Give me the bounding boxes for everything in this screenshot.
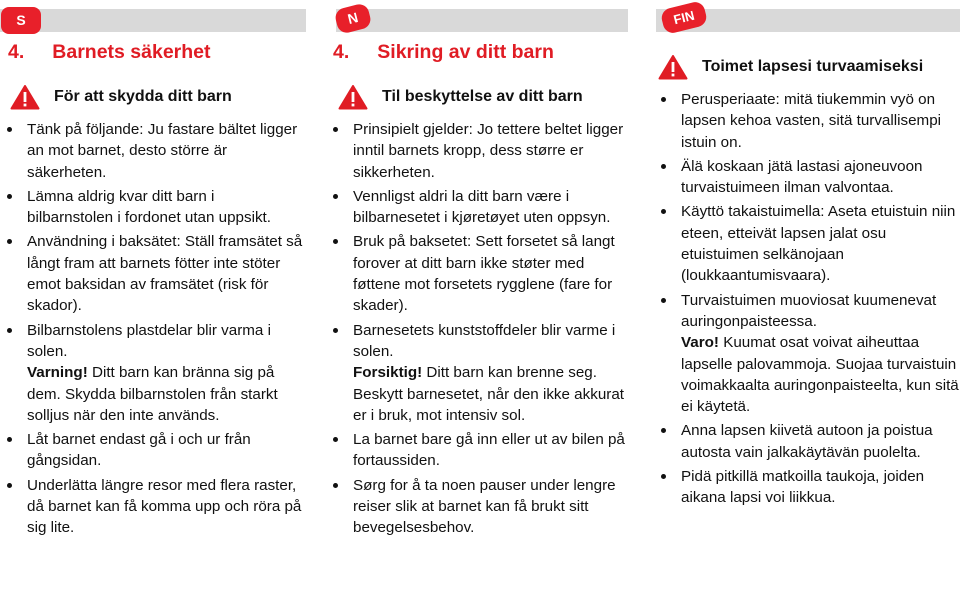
subheading	[658, 54, 923, 80]
list-item: Prinsipielt gjelder: Jo tettere beltet ligger inntil barnets kropp, dess større er sikkerheten.	[332, 119, 628, 183]
bullet-list	[6, 119, 304, 542]
list-item-text: Bilbarnstolens plastdelar blir varma i solen.	[27, 321, 271, 360]
warning-text: Ditt barn kan brenne seg. Beskytt barnesetet, når den ikke akkurat er i bruk, mot intensiv sol.	[353, 364, 624, 424]
list-item: Sørg for å ta noen pauser under lengre reiser slik at barnet kan få brukt sitt bevegelsesbehov.	[332, 475, 628, 539]
list-item: Käyttö takaistuimella: Aseta etuistuin niin eteen, etteivät lapsen jalat osu etuistuimen selkänojaan (loukkaantumisvaara).	[660, 201, 960, 286]
bullet-list	[660, 89, 960, 512]
language-bar	[0, 9, 306, 32]
section-number: 4.	[333, 41, 350, 63]
list-item: Underlätta längre resor med flera raster, då barnet kan få komma upp och röra på sig lite.	[6, 475, 304, 539]
list-item: Låt barnet endast gå i och ur från gångsidan.	[6, 429, 304, 472]
warning-label: Varo!	[681, 334, 719, 352]
language-tab: S	[1, 7, 41, 34]
warning-text: Ditt barn kan bränna sig på dem. Skydda bilbarnstolen från starkt solljus när den inte används.	[27, 364, 278, 424]
section-title	[333, 41, 554, 64]
warning-label: Varning!	[27, 364, 88, 382]
column-swedish	[0, 0, 312, 602]
warning-triangle-icon	[338, 84, 368, 110]
warning-triangle-icon	[658, 54, 688, 80]
subheading	[10, 84, 232, 110]
language-bar	[336, 9, 628, 32]
list-item	[6, 320, 304, 426]
list-item: Pidä pitkillä matkoilla taukoja, joiden aikana lapsi voi liikkua.	[660, 466, 960, 509]
bullet-list	[332, 119, 628, 542]
list-item-text: Turvaistuimen muoviosat kuumenevat auringonpaisteessa.	[681, 291, 937, 330]
column-finnish	[650, 0, 960, 602]
subheading-text: Toimet lapsesi turvaamiseksi	[702, 58, 924, 75]
warning-label: Forsiktig!	[353, 364, 423, 382]
list-item: Lämna aldrig kvar ditt barn i bilbarnstolen i fordonet utan uppsikt.	[6, 186, 304, 229]
list-item: Tänk på följande: Ju fastare bältet ligger an mot barnet, desto större är säkerheten.	[6, 119, 304, 183]
list-item: Perusperiaate: mitä tiukemmin vyö on lapsen kehoa vasten, sitä turvallisempi istuin on.	[660, 89, 960, 153]
subheading-text: Til beskyttelse av ditt barn	[382, 88, 583, 105]
list-item: Bruk på baksetet: Sett forsetet så langt forover at ditt barn ikke støter med føttene mot forsetets rygglene (fare for skader).	[332, 231, 628, 316]
subheading-text: För att skydda ditt barn	[54, 88, 232, 105]
section-number: 4.	[8, 41, 25, 63]
list-item: La barnet bare gå inn eller ut av bilen på fortaussiden.	[332, 429, 628, 472]
section-title-text: Barnets säkerhet	[52, 41, 211, 63]
list-item: Anna lapsen kiivetä autoon ja poistua autosta vain jalkakäytävän puolelta.	[660, 420, 960, 463]
section-title	[8, 41, 211, 64]
warning-triangle-icon	[10, 84, 40, 110]
language-tab: FIN	[660, 0, 709, 35]
list-item	[660, 290, 960, 418]
list-item	[332, 320, 628, 426]
column-norwegian	[330, 0, 630, 602]
language-tab: N	[333, 2, 372, 34]
list-item: Användning i baksätet: Ställ framsätet så långt fram att barnets fötter inte stöter emot baksidan av framsätet (risk för skador).	[6, 231, 304, 316]
list-item: Älä koskaan jätä lastasi ajoneuvoon turvaistuimeen ilman valvontaa.	[660, 156, 960, 199]
section-title-text: Sikring av ditt barn	[377, 41, 554, 63]
warning-text: Kuumat osat voivat aiheuttaa lapselle palovammoja. Suojaa turvaistuin voimakkaalta auringonpaisteelta, kun sitä ei käytetä.	[681, 334, 959, 416]
list-item: Vennligst aldri la ditt barn være i bilbarnesetet i kjøretøyet uten oppsyn.	[332, 186, 628, 229]
subheading	[338, 84, 583, 110]
list-item-text: Barnesetets kunststoffdeler blir varme i solen.	[353, 321, 616, 360]
